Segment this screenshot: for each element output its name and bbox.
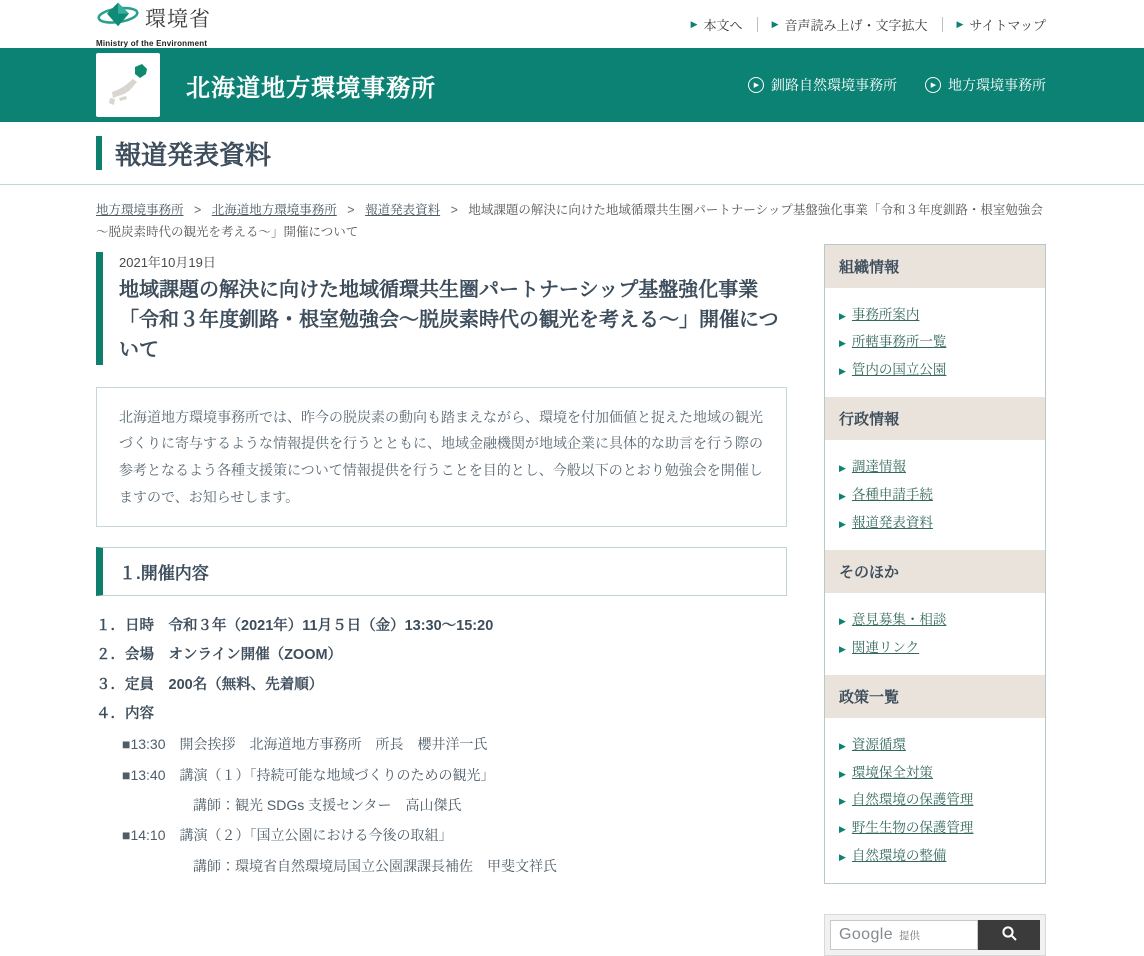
link-to-main-content[interactable]: ▶ 本文へ	[690, 17, 743, 33]
google-logo: Google	[839, 926, 893, 944]
breadcrumb-link-press-releases[interactable]: 報道発表資料	[365, 203, 441, 217]
moe-logo[interactable]	[96, 0, 211, 48]
schedule-row: ■13:40 講演（１）「持続可能な地域づくりのための観光」	[122, 766, 495, 783]
arrow-icon: ▶	[839, 823, 846, 834]
sidebar-section-policies: 政策一覧	[825, 675, 1045, 718]
article-date: 2021年10月19日	[119, 254, 216, 270]
sidebar-item-nature-improvement[interactable]: ▶ 自然環境の整備	[839, 847, 947, 863]
play-circle-icon: ▶	[748, 77, 764, 93]
article-title: 地域課題の解決に向けた地域循環共生圏パートナーシップ基盤強化事業「令和３年度釧路・根室勉強会～脱炭素時代の観光を考える～」開催について	[119, 278, 779, 361]
sidebar-item-office-list[interactable]: ▶ 所轄事務所一覧	[839, 334, 947, 350]
arrow-icon: ▶	[839, 338, 846, 349]
link-accessibility[interactable]: ▶ 音声読み上げ・文字拡大	[771, 17, 928, 33]
link-kushiro-nature-office[interactable]: ▶ 釧路自然環境事務所	[748, 75, 897, 95]
sidebar-item-nature-protection[interactable]: ▶ 自然環境の保護管理	[839, 792, 974, 808]
arrow-icon: ▶	[839, 310, 846, 321]
sidebar-item-env-conservation[interactable]: ▶ 環境保全対策	[839, 764, 933, 780]
page-title: 報道発表資料	[96, 135, 1046, 172]
moe-logo-subtitle: Ministry of the Environment	[96, 39, 208, 48]
list-item: ４．内容	[96, 706, 154, 723]
sidebar-menu	[824, 244, 1046, 884]
arrow-icon: ▶	[839, 491, 846, 501]
sidebar-item-related-links[interactable]: ▶ 関連リンク	[839, 639, 920, 655]
sidebar-item-procurement[interactable]: ▶ 調達情報	[839, 459, 906, 475]
breadcrumb-current: 地域課題の解決に向けた地域循環共生圏パートナーシップ基盤強化事業「令和３年度釧路・根室勉強会～脱炭素時代の観光を考える～」開催について	[96, 203, 1043, 239]
sidebar-section-others: そのほか	[825, 550, 1045, 593]
sidebar-item-wildlife-protection[interactable]: ▶ 野生生物の保護管理	[839, 819, 974, 835]
arrow-icon: ▶	[839, 643, 846, 654]
arrow-icon: ▶	[771, 18, 779, 29]
arrow-icon: ▶	[839, 463, 846, 474]
moe-logo-title: 環境省	[145, 7, 211, 31]
arrow-icon: ▶	[839, 741, 846, 752]
event-schedule	[96, 734, 788, 875]
search-icon	[1001, 925, 1018, 945]
arrow-icon: ▶	[956, 18, 964, 29]
divider	[942, 17, 943, 32]
arrow-icon: ▶	[839, 616, 846, 627]
breadcrumb: 地方環境事務所 > 北海道地方環境事務所 > 報道発表資料 > 地域課題の解決に向けた地域循環共生圏パートナーシップ基盤強化事業「令和３年度釧路・根室勉強会～脱炭素時代の観光を考える～」開催について	[96, 203, 1043, 239]
page-heading-band	[0, 122, 1144, 185]
office-header-band	[0, 48, 1144, 122]
arrow-icon: ▶	[839, 851, 846, 862]
sidebar-section-organization: 組織情報	[825, 245, 1045, 288]
sidebar-item-public-comments[interactable]: ▶ 意見募集・相談	[839, 612, 947, 628]
sidebar-item-resource-circulation[interactable]: ▶ 資源循環	[839, 737, 906, 753]
article-summary: 北海道地方環境事務所では、昨今の脱炭素の動向も踏まえながら、環境を付加価値と捉えた地域の観光づくりに寄与するような情報提供を行うとともに、地域金融機関が地域企業に具体的な助言を行う際の参考となるよう各種支援策について情報提供を行うことを目的とし、今般以下のとおり勉強会を開催しますので、お知らせします。	[96, 387, 787, 527]
list-item: １．日時 令和３年（2021年）11月５日（金）13:30～15:20	[96, 618, 494, 635]
schedule-row: 講師：観光 SDGs 支援センター 高山傑氏	[193, 796, 462, 813]
utility-nav	[691, 15, 1046, 34]
moe-logo-icon	[96, 0, 140, 38]
office-name: 北海道地方環境事務所	[186, 74, 436, 102]
link-sitemap[interactable]: ▶ サイトマップ	[956, 17, 1046, 33]
sidebar-section-administrative: 行政情報	[825, 397, 1045, 440]
list-item: ２．会場 オンライン開催（ZOOM）	[96, 647, 343, 664]
event-info-list	[96, 616, 788, 724]
breadcrumb-link-hokkaido-office[interactable]: 北海道地方環境事務所	[211, 203, 337, 217]
sidebar-item-office-guide[interactable]: ▶ 事務所案内	[839, 306, 920, 322]
article	[96, 244, 788, 956]
arrow-icon: ▶	[839, 365, 846, 376]
list-item: ３．定員 200名（無料、先着順）	[96, 676, 324, 693]
search-input[interactable]: Google 提供	[830, 920, 978, 950]
sidebar-item-press-releases[interactable]: ▶ 報道発表資料	[839, 514, 933, 530]
arrow-icon: ▶	[690, 18, 698, 29]
top-utility-bar	[0, 0, 1144, 48]
schedule-row: ■13:30 開会挨拶 北海道地方事務所 所長 櫻井洋一氏	[122, 736, 488, 753]
arrow-icon: ▶	[839, 768, 846, 779]
link-regional-env-offices[interactable]: ▶ 地方環境事務所	[925, 75, 1046, 95]
sidebar-item-national-parks[interactable]: ▶ 管内の国立公園	[839, 361, 947, 377]
search-button[interactable]	[978, 920, 1040, 950]
section-heading: １.開催内容	[96, 547, 787, 596]
schedule-row: ■14:10 講演（２）「国立公園における今後の取組」	[122, 827, 453, 844]
schedule-row: 講師：環境省自然環境局国立公園課課長補佐 甲斐文祥氏	[193, 857, 557, 874]
site-search	[824, 914, 1046, 956]
arrow-icon: ▶	[839, 518, 846, 529]
arrow-icon: ▶	[839, 796, 846, 807]
japan-map-icon	[96, 53, 160, 117]
divider	[757, 17, 758, 32]
breadcrumb-link-regional-offices[interactable]: 地方環境事務所	[96, 203, 184, 217]
sidebar-item-applications[interactable]: ▶ 各種申請手続	[839, 487, 933, 502]
play-circle-icon: ▶	[925, 77, 941, 93]
article-header	[96, 252, 788, 365]
sidebar	[824, 244, 1046, 956]
accent-bar	[96, 136, 102, 170]
